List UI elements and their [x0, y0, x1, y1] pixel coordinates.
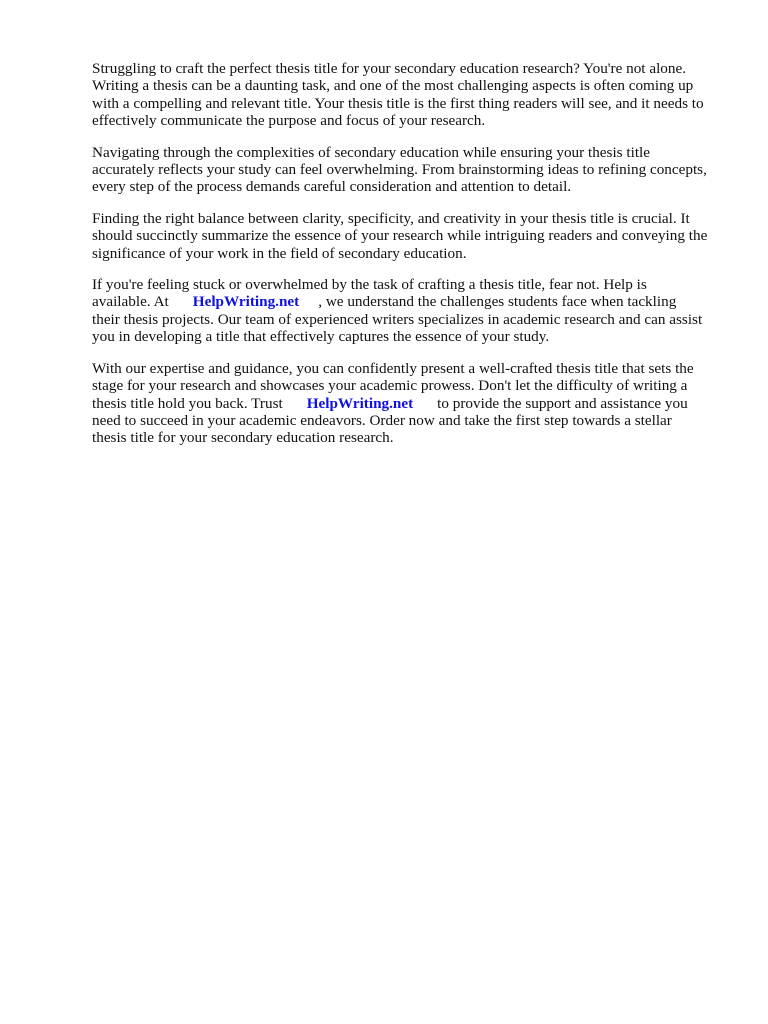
helpwriting-link[interactable]: HelpWriting.net [192, 293, 300, 311]
text-line: With our expertise and guidance, you can confidently present a well-crafted thesis title that sets the [92, 359, 694, 377]
text-line: Writing a thesis can be a daunting task, and one of the most challenging aspects is often coming up [92, 77, 694, 95]
document-body [92, 60, 724, 461]
text-line: accurately reflects your study can feel overwhelming. From brainstorming ideas to refining concepts, [92, 161, 707, 179]
text-segment: , we understand the challenges students face when tackling [318, 293, 677, 311]
text-segment: available. At [92, 293, 169, 311]
text-line: stage for your research and showcases your academic prowess. Don't let the difficulty of writing a [92, 377, 688, 395]
text-line: should succinctly summarize the essence of your research while intriguing readers and conveying the [92, 227, 708, 245]
text-line: If you're feeling stuck or overwhelmed by the task of crafting a thesis title, fear not. Help is [92, 276, 647, 294]
text-line: Struggling to craft the perfect thesis title for your secondary education research? You're not alone. [92, 60, 687, 77]
text-line-with-link [92, 395, 724, 412]
text-line: effectively communicate the purpose and focus of your research. [92, 112, 486, 130]
helpwriting-link[interactable]: HelpWriting.net [306, 394, 414, 412]
paragraph-5 [92, 360, 724, 447]
text-line-with-link [92, 293, 724, 310]
paragraph-2 [92, 144, 724, 196]
text-line: thesis title for your secondary education research. [92, 429, 394, 447]
paragraph-4 [92, 276, 724, 346]
text-line: their thesis projects. Our team of experienced writers specializes in academic research and can assist [92, 310, 703, 328]
text-segment: thesis title hold you back. Trust [92, 394, 283, 412]
text-segment: to provide the support and assistance you [437, 394, 688, 412]
paragraph-1 [92, 60, 724, 130]
paragraph-3 [92, 210, 724, 262]
text-line: with a compelling and relevant title. Your thesis title is the first thing readers will see, and it needs to [92, 94, 704, 112]
text-line: Finding the right balance between clarity, specificity, and creativity in your thesis title is crucial. It [92, 209, 690, 227]
text-line: every step of the process demands careful consideration and attention to detail. [92, 178, 572, 196]
text-line: Navigating through the complexities of secondary education while ensuring your thesis title [92, 143, 651, 161]
text-line: significance of your work in the field of secondary education. [92, 244, 467, 262]
text-line: you in developing a title that effectively captures the essence of your study. [92, 328, 550, 346]
text-line: need to succeed in your academic endeavors. Order now and take the first step towards a stellar [92, 411, 672, 429]
